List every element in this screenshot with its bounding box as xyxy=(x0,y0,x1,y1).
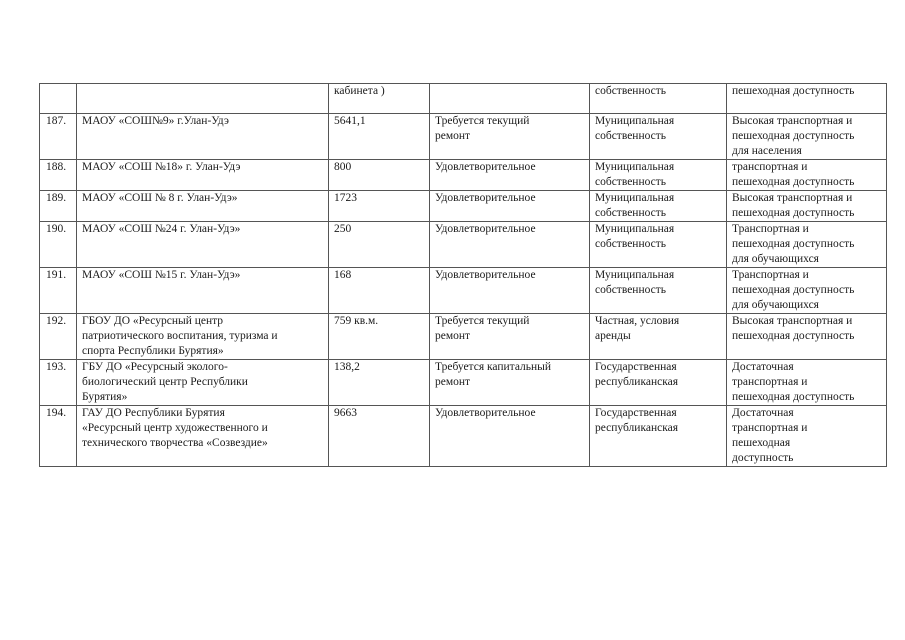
accessibility-cell: Транспортная и пешеходная доступность для обучающихся xyxy=(727,268,887,314)
table-row xyxy=(40,268,887,314)
area-cell: кабинета ) xyxy=(329,84,430,114)
accessibility-cell: Высокая транспортная и пешеходная доступность для населения xyxy=(727,114,887,160)
accessibility-cell: пешеходная доступность xyxy=(727,84,887,114)
organization-cell: МАОУ «СОШ № 8 г. Улан-Удэ» xyxy=(77,191,329,222)
ownership-cell: Муниципальная собственность xyxy=(590,160,727,191)
area-cell: 1723 xyxy=(329,191,430,222)
ownership-cell: Муниципальная собственность xyxy=(590,114,727,160)
table-row xyxy=(40,114,887,160)
condition-cell: Удовлетворительное xyxy=(430,191,590,222)
condition-cell xyxy=(430,84,590,114)
accessibility-cell: Высокая транспортная и пешеходная доступность xyxy=(727,314,887,360)
area-cell: 168 xyxy=(329,268,430,314)
condition-cell: Требуется текущий ремонт xyxy=(430,314,590,360)
organization-cell: МАОУ «СОШ №18» г. Улан-Удэ xyxy=(77,160,329,191)
condition-cell: Удовлетворительное xyxy=(430,222,590,268)
area-cell: 759 кв.м. xyxy=(329,314,430,360)
condition-cell: Удовлетворительное xyxy=(430,268,590,314)
area-cell: 9663 xyxy=(329,406,430,467)
ownership-cell: Частная, условия аренды xyxy=(590,314,727,360)
table-row xyxy=(40,191,887,222)
row-number-cell: 192. xyxy=(40,314,77,360)
organization-cell: ГБОУ ДО «Ресурсный центр патриотического воспитания, туризма и спорта Республики Бурятия» xyxy=(77,314,329,360)
ownership-cell: собственность xyxy=(590,84,727,114)
accessibility-cell: Достаточная транспортная и пешеходная доступность xyxy=(727,406,887,467)
row-number-cell: 193. xyxy=(40,360,77,406)
data-table xyxy=(39,83,887,467)
accessibility-cell: транспортная и пешеходная доступность xyxy=(727,160,887,191)
accessibility-cell: Высокая транспортная и пешеходная доступность xyxy=(727,191,887,222)
area-cell: 5641,1 xyxy=(329,114,430,160)
ownership-cell: Муниципальная собственность xyxy=(590,222,727,268)
row-number-cell: 190. xyxy=(40,222,77,268)
row-number-cell: 188. xyxy=(40,160,77,191)
area-cell: 138,2 xyxy=(329,360,430,406)
ownership-cell: Государственная республиканская xyxy=(590,360,727,406)
row-number-cell xyxy=(40,84,77,114)
table-row xyxy=(40,160,887,191)
condition-cell: Требуется капитальный ремонт xyxy=(430,360,590,406)
condition-cell: Удовлетворительное xyxy=(430,160,590,191)
ownership-cell: Государственная республиканская xyxy=(590,406,727,467)
table-row xyxy=(40,314,887,360)
organization-cell: ГБУ ДО «Ресурсный эколого- биологический центр Республики Бурятия» xyxy=(77,360,329,406)
row-number-cell: 191. xyxy=(40,268,77,314)
organization-cell: МАОУ «СОШ №24 г. Улан-Удэ» xyxy=(77,222,329,268)
table-row xyxy=(40,84,887,114)
organization-cell: ГАУ ДО Республики Бурятия «Ресурсный центр художественного и технического творчества «Созвездие» xyxy=(77,406,329,467)
condition-cell: Удовлетворительное xyxy=(430,406,590,467)
organization-cell: МАОУ «СОШ №15 г. Улан-Удэ» xyxy=(77,268,329,314)
accessibility-cell: Достаточная транспортная и пешеходная доступность xyxy=(727,360,887,406)
row-number-cell: 189. xyxy=(40,191,77,222)
organization-cell: МАОУ «СОШ№9» г.Улан-Удэ xyxy=(77,114,329,160)
area-cell: 250 xyxy=(329,222,430,268)
condition-cell: Требуется текущий ремонт xyxy=(430,114,590,160)
row-number-cell: 194. xyxy=(40,406,77,467)
table-row xyxy=(40,406,887,467)
table-row xyxy=(40,222,887,268)
row-number-cell: 187. xyxy=(40,114,77,160)
table-row xyxy=(40,360,887,406)
accessibility-cell: Транспортная и пешеходная доступность для обучающихся xyxy=(727,222,887,268)
ownership-cell: Муниципальная собственность xyxy=(590,268,727,314)
area-cell: 800 xyxy=(329,160,430,191)
ownership-cell: Муниципальная собственность xyxy=(590,191,727,222)
organization-cell xyxy=(77,84,329,114)
